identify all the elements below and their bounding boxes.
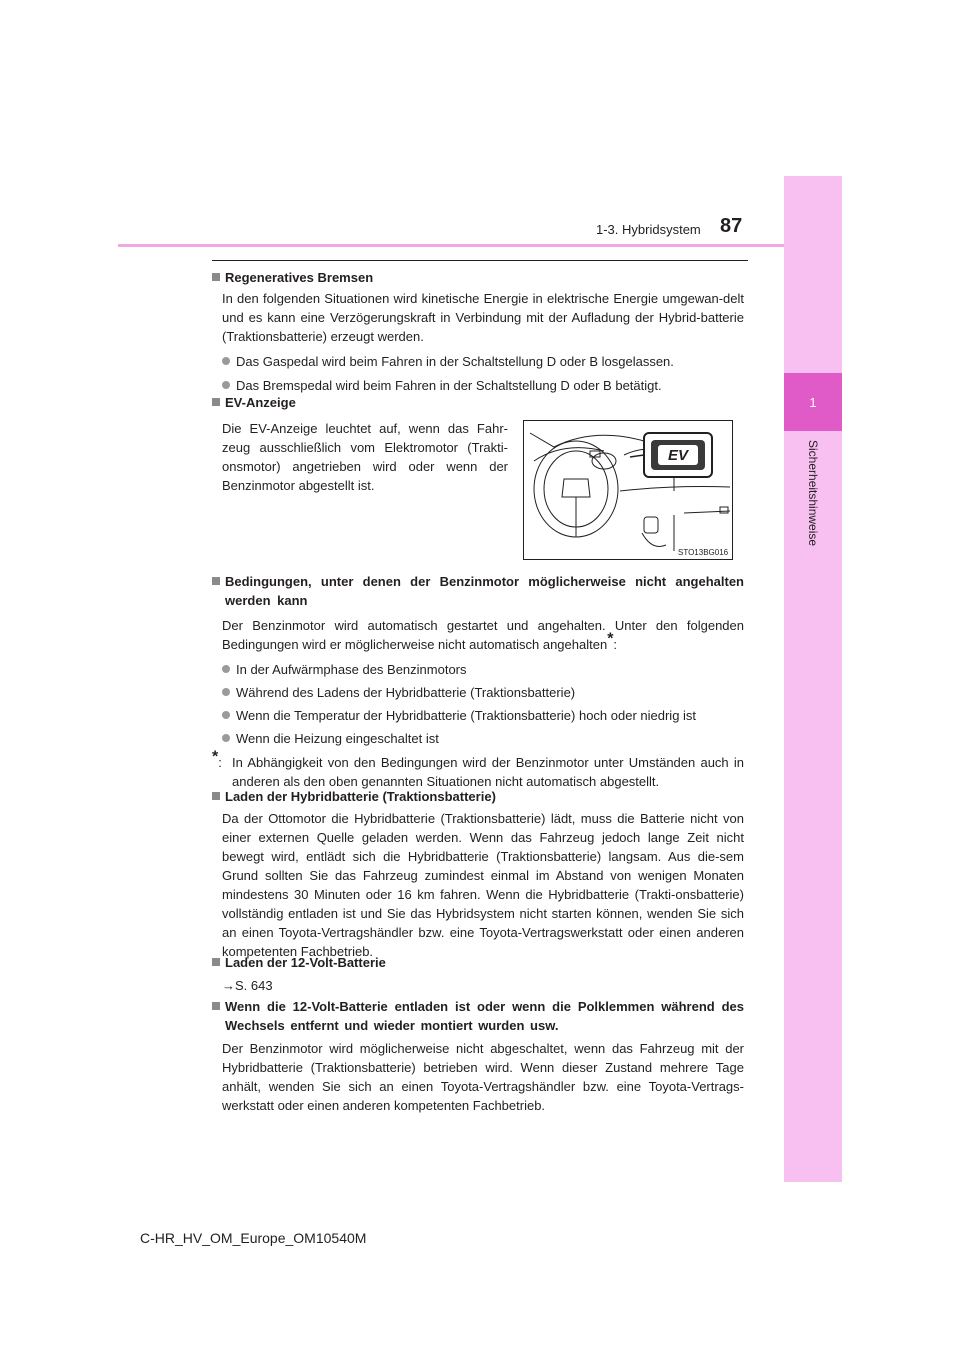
ev-badge-text: EV <box>667 447 689 464</box>
chapter-number: 1 <box>784 373 842 431</box>
figure-code: STO13BG016 <box>678 548 729 557</box>
chapter-title: Sicherheitshinweise <box>806 440 820 547</box>
section-title: Regeneratives Bremsen <box>225 270 374 285</box>
footnote: *: In Abhängigkeit von den Bedingungen wird der Benzinmotor unter Umständen auch in anderen als den oben genannten Situationen nicht automatisch abgestellt. <box>212 748 744 789</box>
bullet-dot-icon <box>222 734 230 742</box>
section-regen <box>212 268 744 395</box>
section-body: Der Benzinmotor wird möglicherweise nicht abgeschaltet, wenn das Fahrzeug mit der Hybridbatterie (Traktionsbatterie) betrieben wird. Wenn dieser Zustand mehrere Tage anhält, wenden Sie sich an einen Toyota-Vertragshändler bzw. eine Toyota-Vertrags-werkstatt oder einen anderen kompetenten Fachbetrieb. <box>222 1041 744 1113</box>
square-bullet-icon <box>212 1002 220 1010</box>
ev-indicator-illustration <box>523 420 733 560</box>
bullet-dot-icon <box>222 711 230 719</box>
section-title: Laden der 12-Volt-Batterie <box>225 955 386 970</box>
section-body: Da der Ottomotor die Hybridbatterie (Traktionsbatterie) lädt, muss die Batterie nicht von einer externen Quelle geladen werden. Wenn das Fahrzeug jedoch lange Zeit nicht bewegt wird, entlädt sich die Hybridbatterie (Traktionsbatterie) langsam. Aus die-sem Grund sollten Sie das Fahrzeug zumindest einmal im Abstand von wenigen Monaten mindestens 30 Minuten oder 16 km fahren. Wenn die Hybridbatterie (Trakti-onsbatterie) vollständig entladen ist und Sie das Hybridsystem nicht starten können, wenden Sie sich an einen Toyota-Vertragshändler bzw. eine Toyota-Vertragswerkstatt oder einen anderen kompetenten Fachbetrieb. <box>222 811 744 959</box>
section-title: EV-Anzeige <box>225 395 296 410</box>
list-item: In der Aufwärmphase des Benzinmotors <box>212 660 744 679</box>
square-bullet-icon <box>212 792 220 800</box>
page-reference-link[interactable]: →S. 643 <box>222 978 273 993</box>
document-id: C-HR_HV_OM_Europe_OM10540M <box>140 1230 367 1246</box>
square-bullet-icon <box>212 273 220 281</box>
content-rule <box>212 260 748 261</box>
square-bullet-icon <box>212 398 220 406</box>
list-item: Das Gaspedal wird beim Fahren in der Schaltstellung D oder B losgelassen. <box>212 352 744 371</box>
header-rule <box>118 244 784 247</box>
list-item: Wenn die Heizung eingeschaltet ist <box>212 729 744 748</box>
section-title: Bedingungen, unter denen der Benzinmotor möglicherweise nicht angehalten werden kann <box>225 574 744 608</box>
square-bullet-icon <box>212 958 220 966</box>
page-number: 87 <box>720 215 743 237</box>
bullet-dot-icon <box>222 381 230 389</box>
list-item: Wenn die Temperatur der Hybridbatterie (Traktionsbatterie) hoch oder niedrig ist <box>212 706 744 725</box>
bullet-dot-icon <box>222 665 230 673</box>
list-item: Das Bremspedal wird beim Fahren in der Schaltstellung D oder B betätigt. <box>212 376 744 395</box>
bullet-dot-icon <box>222 688 230 696</box>
section-conditions <box>212 572 744 791</box>
chapter-side-tab <box>784 176 842 1182</box>
section-header: 1-3. Hybridsystem <box>596 222 701 237</box>
section-body: In den folgenden Situationen wird kinetische Energie in elektrische Energie umgewan-delt und es kann eine Verzögerungskraft in Verbindung mit der Aufladung der Hybrid-batterie (Traktionsbatterie) erzeugt werden. <box>222 291 744 344</box>
section-battery12 <box>212 953 744 995</box>
section-title: Laden der Hybridbatterie (Traktionsbatterie) <box>225 789 496 804</box>
list-item: Während des Ladens der Hybridbatterie (Traktionsbatterie) <box>212 683 744 702</box>
section-body: Die EV-Anzeige leuchtet auf, wenn das Fahr-zeug ausschließlich vom Elektromotor (Trakti-onsmotor) angetrieben wird oder wenn der Benzinmotor abgestellt ist. <box>222 421 508 493</box>
section-title: Wenn die 12-Volt-Batterie entladen ist oder wenn die Polklemmen während des Wechsels entfernt und wieder montiert wurden usw. <box>225 999 744 1033</box>
square-bullet-icon <box>212 577 220 585</box>
dashboard-drawing <box>524 421 732 559</box>
bullet-dot-icon <box>222 357 230 365</box>
section-disconnect <box>212 997 744 1115</box>
section-charging <box>212 787 744 961</box>
section-body: Der Benzinmotor wird automatisch gestartet und angehalten. Unter den folgenden Bedingungen wird er möglicherweise nicht automatisch angehalten*: <box>222 618 744 652</box>
